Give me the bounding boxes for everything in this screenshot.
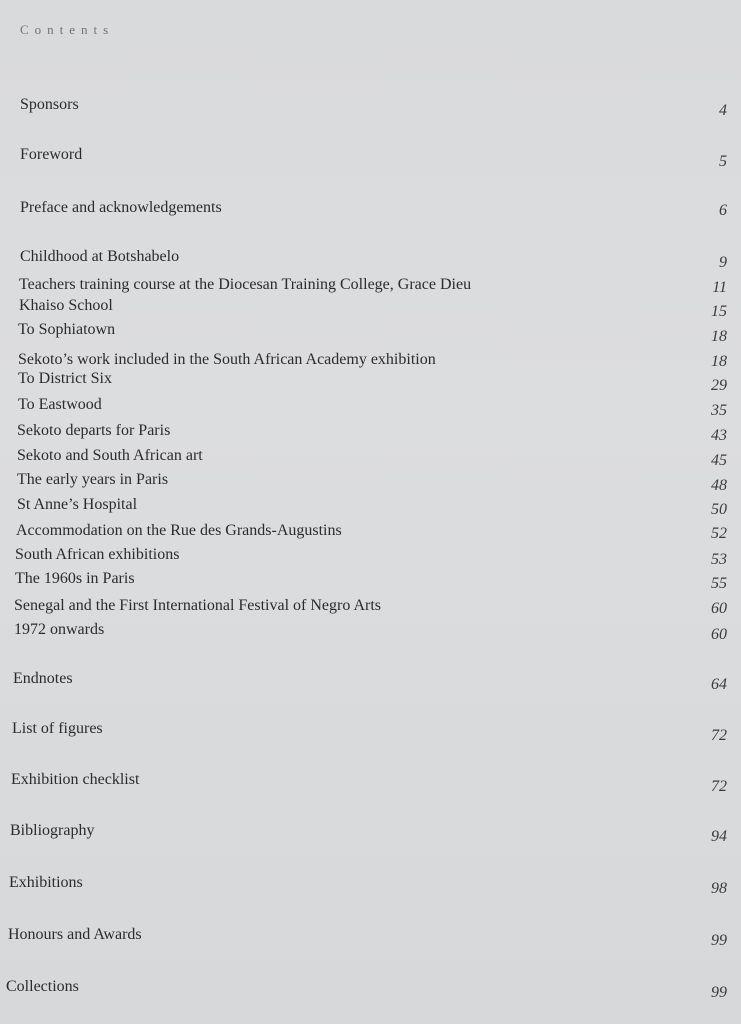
- toc-entry-page-number: 99: [711, 932, 727, 949]
- toc-entry-title: The 1960s in Paris: [15, 570, 135, 587]
- toc-entry-title: Sekoto’s work included in the South African Academy exhibition: [18, 351, 436, 368]
- toc-entry-page-number: 43: [711, 427, 727, 444]
- toc-entry-page-number: 53: [711, 551, 727, 568]
- toc-entry-page-number: 45: [711, 452, 727, 469]
- toc-entry-title: Honours and Awards: [8, 926, 142, 943]
- toc-entry-page-number: 5: [719, 153, 727, 170]
- toc-entry-title: Senegal and the First International Festival of Negro Arts: [14, 597, 382, 614]
- toc-entry-page-number: 18: [711, 353, 727, 370]
- toc-entry-title: Accommodation on the Rue des Grands-Augustins: [16, 522, 342, 539]
- toc-entry-page-number: 48: [711, 477, 727, 494]
- toc-entry-title: Exhibition checklist: [11, 771, 140, 788]
- toc-entry-page-number: 94: [711, 828, 727, 845]
- toc-entry-title: Childhood at Botshabelo: [20, 248, 180, 265]
- toc-entry-title: St Anne’s Hospital: [17, 496, 138, 513]
- toc-entry-title: The early years in Paris: [17, 471, 169, 488]
- toc-entry-page-number: 6: [719, 202, 727, 219]
- toc-entry-page-number: 64: [711, 676, 727, 693]
- toc-entry-title: Exhibitions: [9, 874, 83, 891]
- toc-entry-title: Bibliography: [10, 822, 95, 839]
- page-title: Contents: [20, 22, 115, 37]
- toc-entry-page-number: 72: [711, 778, 727, 795]
- toc-entry-page-number: 55: [711, 575, 727, 592]
- toc-entry-title: Sekoto and South African art: [17, 447, 203, 464]
- toc-entry-page-number: 99: [711, 984, 727, 1001]
- toc-entry-page-number: 60: [711, 600, 727, 617]
- toc-entry-page-number: 72: [711, 727, 727, 744]
- toc-entry-title: To Eastwood: [18, 396, 102, 413]
- toc-entry-title: Sekoto departs for Paris: [17, 422, 171, 439]
- toc-entry-page-number: 29: [711, 377, 727, 394]
- toc-entry-page-number: 35: [711, 402, 727, 419]
- toc-entry-title: Endnotes: [13, 670, 73, 687]
- toc-entry-title: Khaiso School: [19, 297, 113, 314]
- toc-entry-page-number: 11: [712, 279, 727, 296]
- toc-entry-title: Preface and acknowledgements: [20, 199, 222, 216]
- toc-entry-page-number: 9: [719, 254, 727, 271]
- toc-entry-page-number: 52: [711, 525, 727, 542]
- toc-entry-title: South African exhibitions: [15, 546, 180, 563]
- toc-entry-page-number: 18: [711, 328, 727, 345]
- toc-entry-title: Teachers training course at the Diocesan Training College, Grace Dieu: [19, 276, 472, 293]
- toc-entry-title: Sponsors: [20, 96, 79, 113]
- toc-entry-title: List of figures: [12, 720, 103, 737]
- toc-entry-page-number: 60: [711, 626, 727, 643]
- toc-entry-page-number: 4: [719, 102, 727, 119]
- toc-entry-title: Foreword: [20, 146, 83, 163]
- toc-entry-page-number: 50: [711, 501, 727, 518]
- toc-entry-title: 1972 onwards: [14, 621, 105, 638]
- toc-entry-title: Collections: [6, 978, 79, 995]
- toc-entry-title: To District Six: [18, 370, 112, 387]
- toc-entry-page-number: 15: [711, 303, 727, 320]
- toc-entry-page-number: 98: [711, 880, 727, 897]
- toc-entry-title: To Sophiatown: [18, 321, 116, 338]
